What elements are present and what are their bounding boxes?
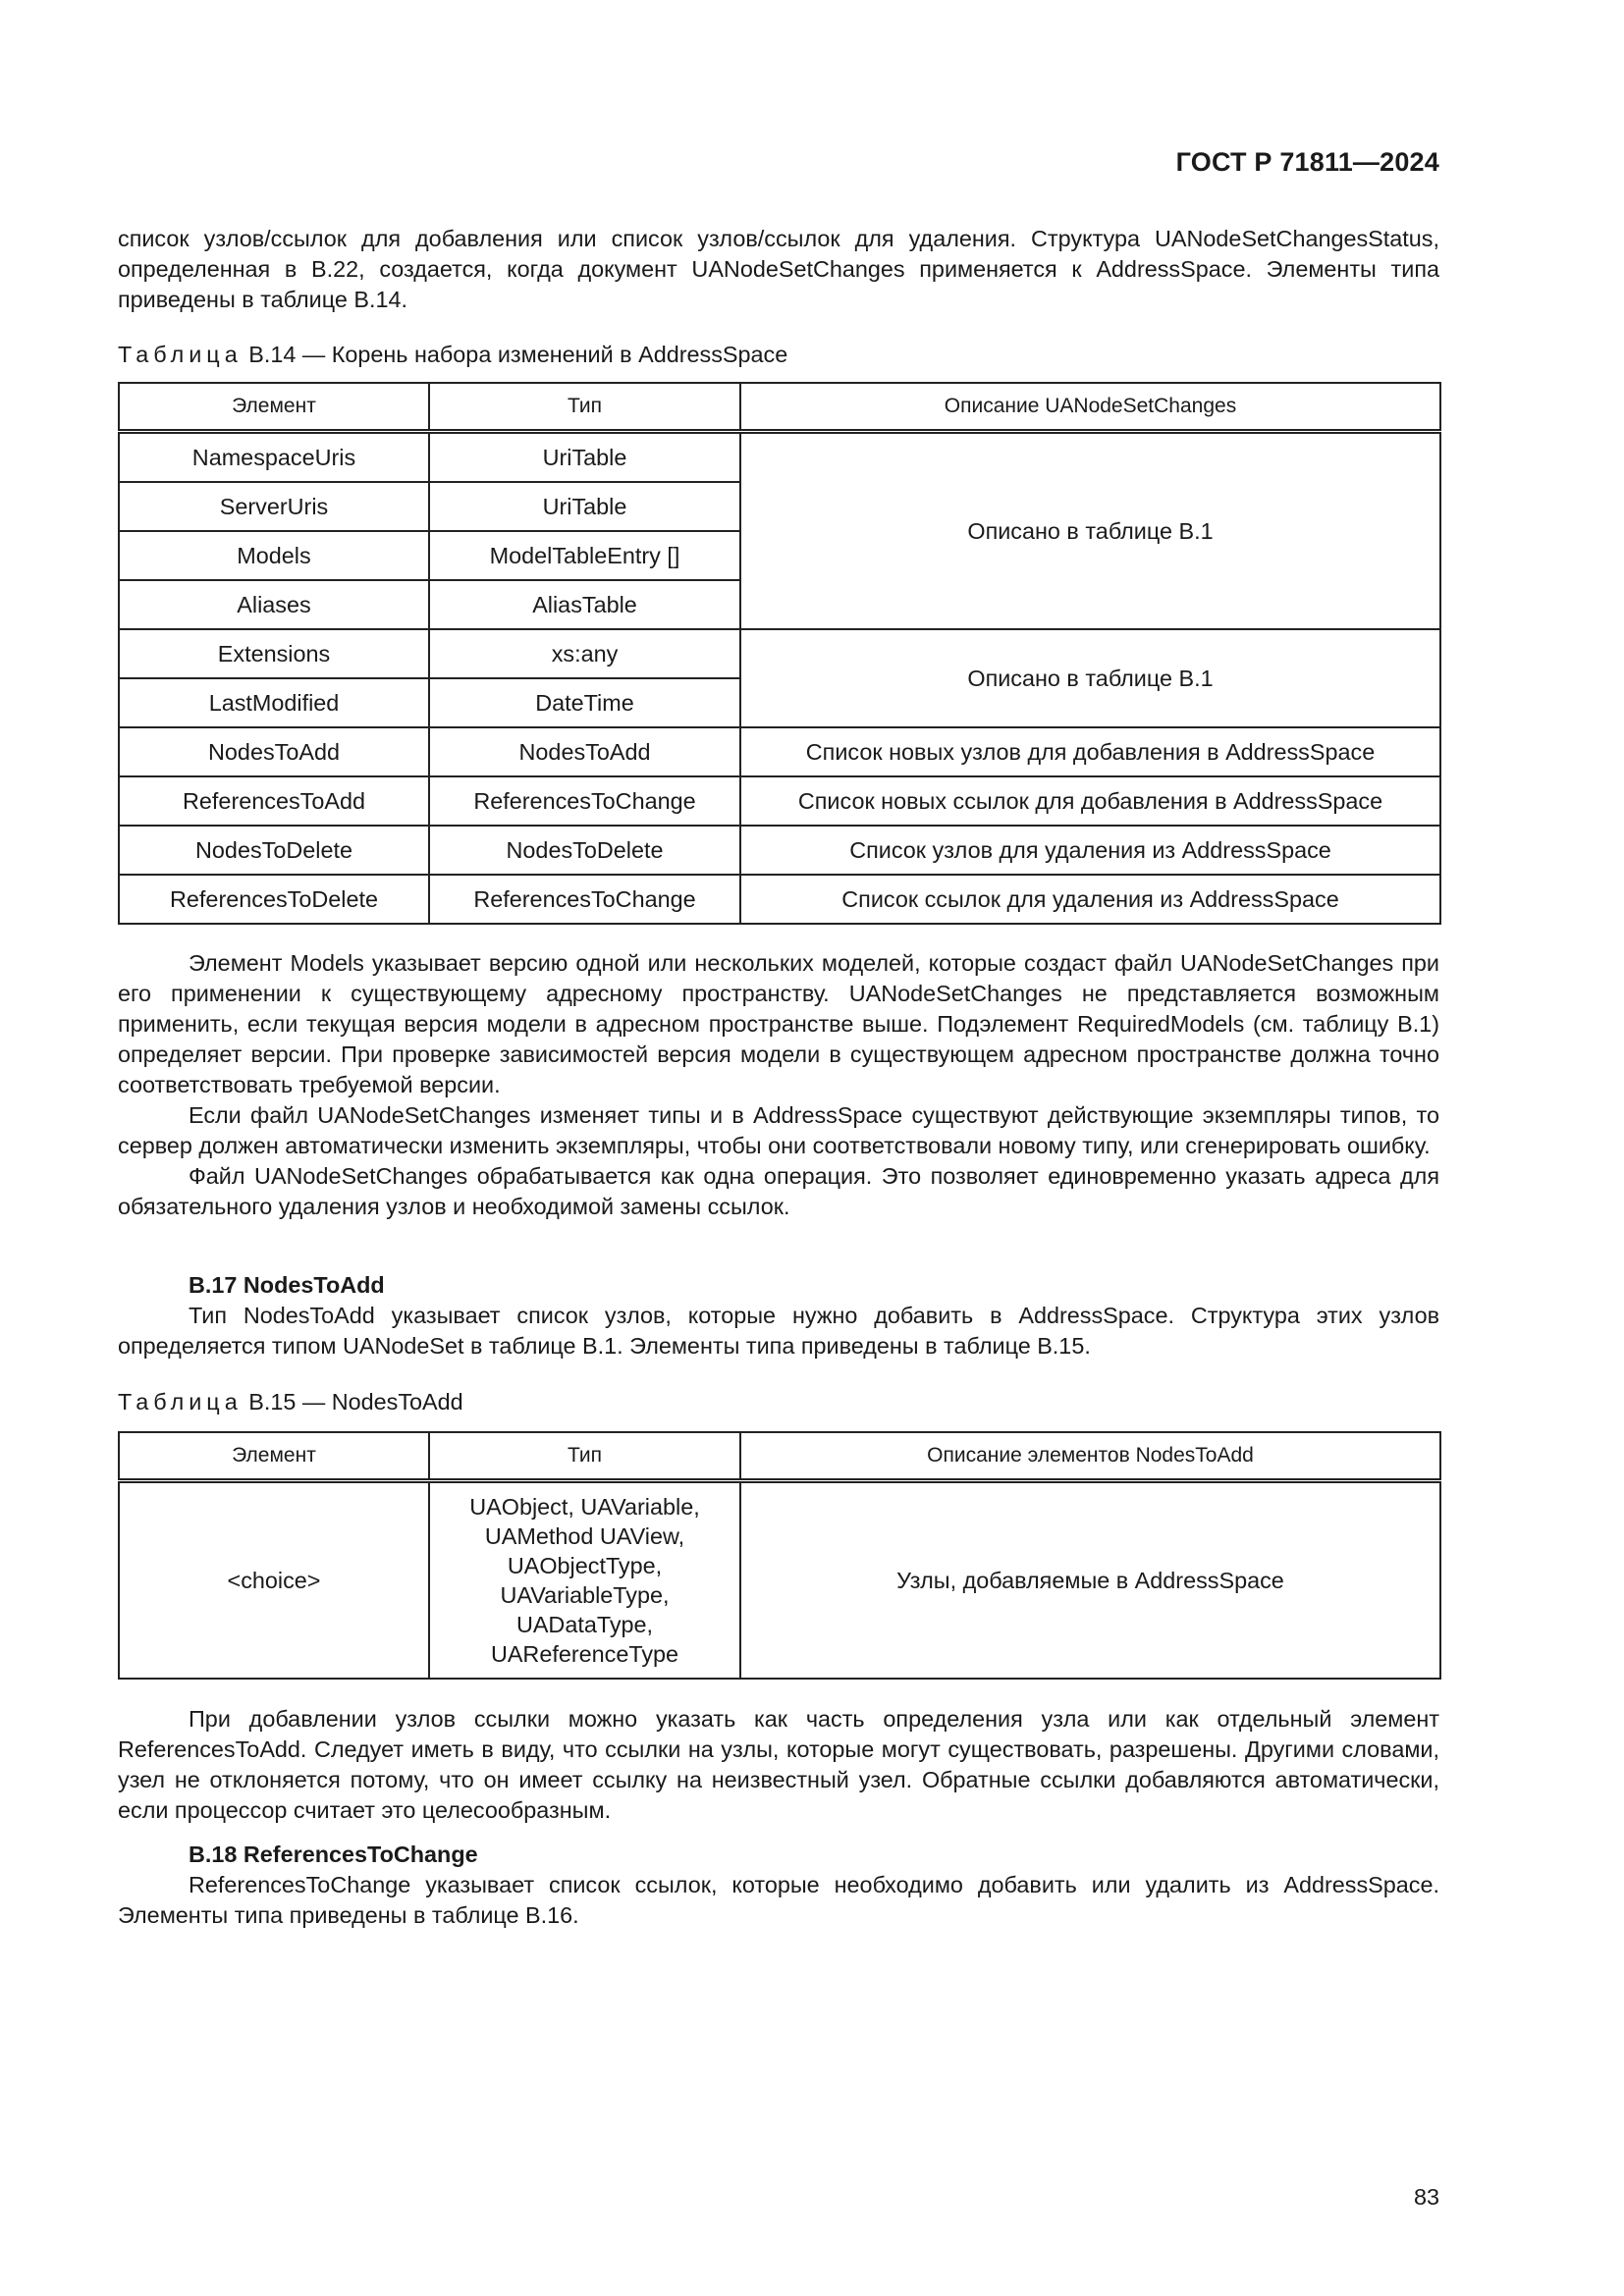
table-b15-caption — [118, 1387, 1439, 1417]
table-b15-caption-word: Таблица — [118, 1389, 243, 1415]
table-cell: Список новых узлов для добавления в AddressSpace — [740, 727, 1440, 776]
table-cell: ReferencesToDelete — [119, 875, 429, 924]
table-cell: UriTable — [429, 482, 740, 531]
table-cell: Aliases — [119, 580, 429, 629]
body-paragraph-block-2 — [118, 1301, 1439, 1362]
table-row — [119, 727, 1440, 776]
table-b14-caption-word: Таблица — [118, 342, 243, 367]
table-cell: Extensions — [119, 629, 429, 678]
table-cell: Список узлов для удаления из AddressSpace — [740, 826, 1440, 875]
intro-paragraph: список узлов/ссылок для добавления или список узлов/ссылок для удаления. Структура UANodeSetChangesStatus, определенная в В.22, создается, когда документ UANodeSetChanges применяется к AddressSpace. Элементы типа приведены в таблице В.14. — [118, 226, 1439, 312]
table-cell: ReferencesToAdd — [119, 776, 429, 826]
type-line: UADataType, — [515, 1612, 654, 1637]
table-cell-element: <choice> — [119, 1481, 429, 1680]
table-row — [119, 432, 1440, 483]
table-cell: ServerUris — [119, 482, 429, 531]
paragraph-references-add: При добавлении узлов ссылки можно указать как часть определения узла или как отдельный элемент ReferencesToAdd. Следует иметь в виду, что ссылки на узлы, которые могут существовать, разрешены. Другими словами, узел не отклоняется потому, что он имеет ссылку на неизвестный узел. Обратные ссылки добавляются автоматически, если процессор считает это целесообразным. — [118, 1706, 1439, 1823]
table-cell: Models — [119, 531, 429, 580]
body-paragraph-block-4 — [118, 1870, 1439, 1931]
section-b17-title: В.17 NodesToAdd — [189, 1272, 385, 1298]
table-b14-header-element: Элемент — [119, 383, 429, 432]
standard-designation: ГОСТ Р 71811—2024 — [1175, 147, 1439, 177]
table-cell: xs:any — [429, 629, 740, 678]
table-cell-merged-description: Описано в таблице В.1 — [740, 629, 1440, 727]
table-b15-header-type: Тип — [429, 1432, 740, 1481]
table-cell: Список новых ссылок для добавления в AddressSpace — [740, 776, 1440, 826]
paragraph-types-change: Если файл UANodeSetChanges изменяет типы и в AddressSpace существуют действующие экземпляры типов, то сервер должен автоматически изменить экземпляры, чтобы они соответствовали новому типу, или сгенерировать ошибку. — [118, 1102, 1439, 1158]
table-b14 — [118, 382, 1441, 925]
table-cell: ReferencesToChange — [429, 776, 740, 826]
table-b14-header-type: Тип — [429, 383, 740, 432]
table-b14-header-row — [119, 383, 1440, 432]
table-cell: UriTable — [429, 432, 740, 483]
table-row — [119, 776, 1440, 826]
table-row — [119, 875, 1440, 924]
paragraph-nodestoadd: Тип NodesToAdd указывает список узлов, которые нужно добавить в AddressSpace. Структура этих узлов определяется типом UANodeSet в таблице В.1. Элементы типа приведены в таблице В.15. — [118, 1303, 1439, 1359]
table-b14-caption-text: В.14 — Корень набора изменений в AddressSpace — [248, 342, 788, 367]
table-b15 — [118, 1431, 1441, 1680]
table-b15-caption-text: В.15 — NodesToAdd — [248, 1389, 463, 1415]
table-b15-header-description: Описание элементов NodesToAdd — [740, 1432, 1440, 1481]
table-b14-caption — [118, 340, 1439, 370]
table-cell: NodesToDelete — [119, 826, 429, 875]
table-cell-description: Узлы, добавляемые в AddressSpace — [740, 1481, 1440, 1680]
table-row — [119, 1481, 1440, 1680]
paragraph-referencestochange: ReferencesToChange указывает список ссылок, которые необходимо добавить или удалить из AddressSpace. Элементы типа приведены в таблице В.16. — [118, 1872, 1439, 1928]
page-number: 83 — [1413, 2184, 1439, 2210]
type-line: UAObjectType, — [507, 1553, 663, 1578]
intro-paragraph-block — [118, 224, 1439, 315]
table-cell: NodesToAdd — [429, 727, 740, 776]
body-paragraphs-block-1 — [118, 948, 1439, 1222]
type-line: UAObject, UAVariable, — [469, 1494, 700, 1520]
type-line: UAMethod UAView, — [484, 1523, 685, 1549]
table-b15-header-row — [119, 1432, 1440, 1481]
table-row — [119, 629, 1440, 678]
table-b14-header-description: Описание UANodeSetChanges — [740, 383, 1440, 432]
table-cell: ReferencesToChange — [429, 875, 740, 924]
type-line: UAReferenceType — [490, 1641, 679, 1667]
type-line: UAVariableType, — [500, 1582, 670, 1608]
paragraph-single-operation: Файл UANodeSetChanges обрабатывается как одна операция. Это позволяет единовременно указать адреса для обязательного удаления узлов и необходимой замены ссылок. — [118, 1163, 1439, 1219]
paragraph-models: Элемент Models указывает версию одной или нескольких моделей, которые создаст файл UANodeSetChanges при его применении к существующему адресному пространству. UANodeSetChanges не представляется возможным применить, если текущая версия модели в адресном пространстве выше. Подэлемент RequiredModels (см. таблицу В.1) определяет версии. При проверке зависимостей версия модели в существующем адресном пространстве должна точно соответствовать требуемой версии. — [118, 950, 1439, 1097]
table-b15-header-element: Элемент — [119, 1432, 429, 1481]
table-cell: DateTime — [429, 678, 740, 727]
table-cell: NodesToDelete — [429, 826, 740, 875]
table-cell: NodesToAdd — [119, 727, 429, 776]
table-cell: LastModified — [119, 678, 429, 727]
table-cell: ModelTableEntry [] — [429, 531, 740, 580]
table-cell-types — [429, 1481, 740, 1680]
section-b18-title: В.18 ReferencesToChange — [189, 1842, 478, 1867]
table-cell: Список ссылок для удаления из AddressSpace — [740, 875, 1440, 924]
body-paragraph-block-3 — [118, 1704, 1439, 1826]
table-row — [119, 826, 1440, 875]
table-cell-merged-description: Описано в таблице В.1 — [740, 432, 1440, 630]
table-cell: AliasTable — [429, 580, 740, 629]
table-cell: NamespaceUris — [119, 432, 429, 483]
